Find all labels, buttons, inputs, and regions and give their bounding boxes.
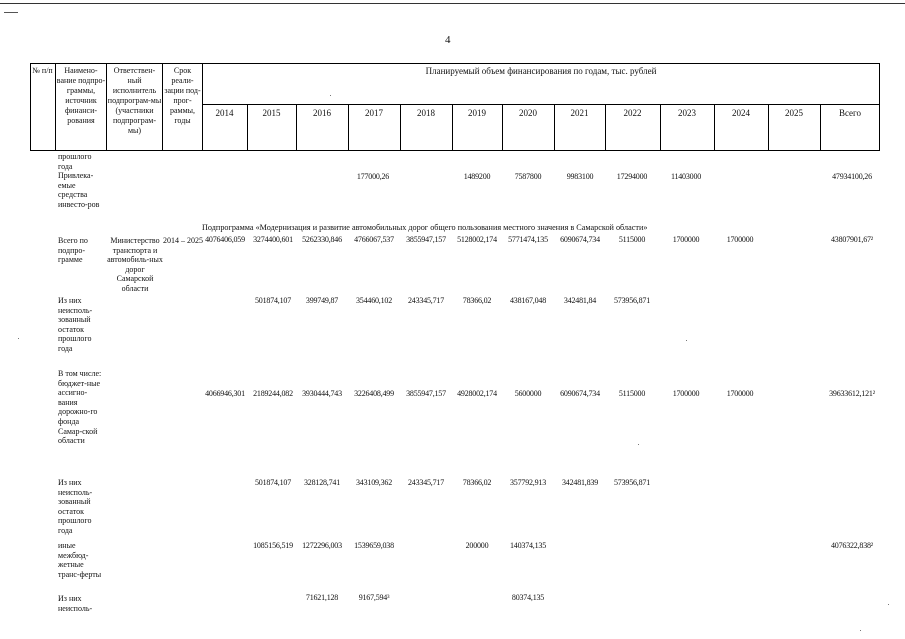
value-cell: 11403000 — [670, 172, 702, 181]
value-cell: 2189244,082 — [253, 389, 293, 398]
value-cell: 5115000 — [618, 235, 646, 244]
value-cell: 1700000 — [726, 235, 754, 244]
value-cell: 71621,128 — [305, 593, 339, 602]
year-2018: 2018 — [417, 108, 435, 118]
value-cell: 3930444,743 — [302, 389, 342, 398]
year-2014: 2014 — [215, 108, 234, 118]
value-cell: 357792,913 — [509, 478, 547, 487]
scan-speck — [888, 604, 889, 605]
row-label: иные межбюд-жетные транс-ферты — [58, 541, 102, 579]
year-2017: 2017 — [365, 108, 383, 118]
header-name: Наимено-вание подпро-граммы, источник финанси-рования — [56, 66, 106, 125]
value-cell: 5128002,174 — [457, 235, 497, 244]
scan-mark — [4, 12, 18, 13]
year-2015: 2015 — [262, 108, 281, 118]
row-label: Из них неисполь-зованный остаток прошлого года — [58, 296, 93, 353]
value-cell: 342481,839 — [561, 478, 599, 487]
header-number: № п/п — [32, 66, 53, 75]
scan-speck — [686, 340, 687, 341]
row-label: прошлого года — [58, 152, 92, 171]
value-cell: 399749,87 — [305, 296, 339, 305]
header-funding: Планируемый объем финансирования по годам, тыс. рублей — [425, 66, 657, 76]
value-cell: 140374,135 — [509, 541, 547, 550]
executor-cell: Министерство транспорта и автомобиль-ных дорог Самарской области — [107, 236, 163, 293]
grid-line — [202, 63, 203, 151]
value-cell: 4766067,537 — [354, 235, 394, 244]
row-label: В том числе: бюджет-ные ассигно-вания дорожно-го фонда Самар-ской области — [58, 369, 102, 446]
value-cell: 78366,02 — [462, 296, 492, 305]
value-cell: 4928002,174 — [457, 389, 497, 398]
year-2025: 2025 — [785, 108, 803, 118]
value-cell: 4076406,059 — [205, 235, 245, 244]
value-cell: 1085156,519 — [253, 541, 293, 550]
value-cell: 243345,717 — [407, 296, 445, 305]
value-cell: 3274400,601 — [253, 235, 293, 244]
value-cell: 1539659,038 — [354, 541, 394, 550]
page-top-border — [0, 3, 905, 4]
year-2021: 2021 — [570, 108, 589, 118]
value-cell: 5600000 — [514, 389, 542, 398]
value-cell: 3855947,157 — [406, 235, 446, 244]
year-2022: 2022 — [623, 108, 642, 118]
value-cell: 5115000 — [618, 389, 646, 398]
year-2016: 2016 — [313, 108, 331, 118]
year-2019: 2019 — [468, 108, 486, 118]
value-cell: 6090674,734 — [560, 235, 600, 244]
scan-speck — [860, 630, 861, 631]
row-label: Из них неисполь-зованный остаток прошлого года — [58, 478, 93, 535]
year-2023: 2023 — [678, 108, 696, 118]
value-cell: 1489200 — [463, 172, 491, 181]
year-2020: 2020 — [519, 108, 537, 118]
value-cell: 243345,717 — [407, 478, 445, 487]
subprogram-title: Подпрограмма «Модернизация и развитие автомобильных дорог общего пользования местного значения в Самарской области» — [202, 223, 648, 232]
value-cell: 1700000 — [672, 235, 700, 244]
value-cell: 78366,02 — [462, 478, 492, 487]
value-cell: 17294000 — [616, 172, 648, 181]
value-cell: 438167,048 — [509, 296, 547, 305]
year-row-divider — [202, 104, 880, 105]
value-cell: 573956,871 — [613, 478, 651, 487]
value-cell: 1700000 — [672, 389, 700, 398]
value-cell: 501874,107 — [254, 478, 292, 487]
value-cell: 328128,741 — [303, 478, 341, 487]
value-cell: 200000 — [465, 541, 489, 550]
value-cell: 9983100 — [566, 172, 594, 181]
page-number: 4 — [445, 34, 451, 46]
value-cell: 501874,107 — [254, 296, 292, 305]
row-label: Из них неисполь- — [58, 594, 93, 613]
value-cell: 7587800 — [514, 172, 542, 181]
value-cell: 80374,135 — [511, 593, 545, 602]
value-cell: 5771474,135 — [508, 235, 548, 244]
scan-speck — [638, 444, 639, 445]
value-cell: 3226408,499 — [354, 389, 394, 398]
value-cell: 177000,26 — [356, 172, 390, 181]
value-cell: 6090674,734 — [560, 389, 600, 398]
value-cell: 43807901,67² — [831, 235, 873, 244]
value-cell: 1272296,003 — [302, 541, 342, 550]
value-cell: 3855947,157 — [406, 389, 446, 398]
value-cell: 343109,362 — [355, 478, 393, 487]
value-cell: 47934100,26 — [832, 172, 872, 181]
scan-speck — [330, 95, 331, 96]
value-cell: 5262330,846 — [302, 235, 342, 244]
value-cell: 4076322,838² — [831, 541, 873, 550]
value-cell: 4066946,301 — [205, 389, 245, 398]
year-total: Всего — [838, 108, 862, 118]
value-cell: 342481,84 — [563, 296, 597, 305]
value-cell: 1700000 — [726, 389, 754, 398]
row-label: Привлека-емые средства инвесто-ров — [58, 171, 100, 209]
header-term: Срок реали-зации под-прог-раммы, годы — [164, 66, 201, 125]
value-cell: 39633612,121² — [829, 389, 875, 398]
scan-speck — [18, 338, 19, 339]
year-2024: 2024 — [732, 108, 750, 118]
header-executor: Ответствен-ный исполнитель подпрограм-мы (участники подпрограм-мы) — [107, 66, 162, 135]
value-cell: 9167,594³ — [358, 593, 390, 602]
value-cell: 354460,102 — [355, 296, 393, 305]
value-cell: 573956,871 — [613, 296, 651, 305]
term-cell: 2014 – 2025 — [163, 236, 203, 245]
row-label: Всего по подпро-грамме — [58, 236, 88, 265]
